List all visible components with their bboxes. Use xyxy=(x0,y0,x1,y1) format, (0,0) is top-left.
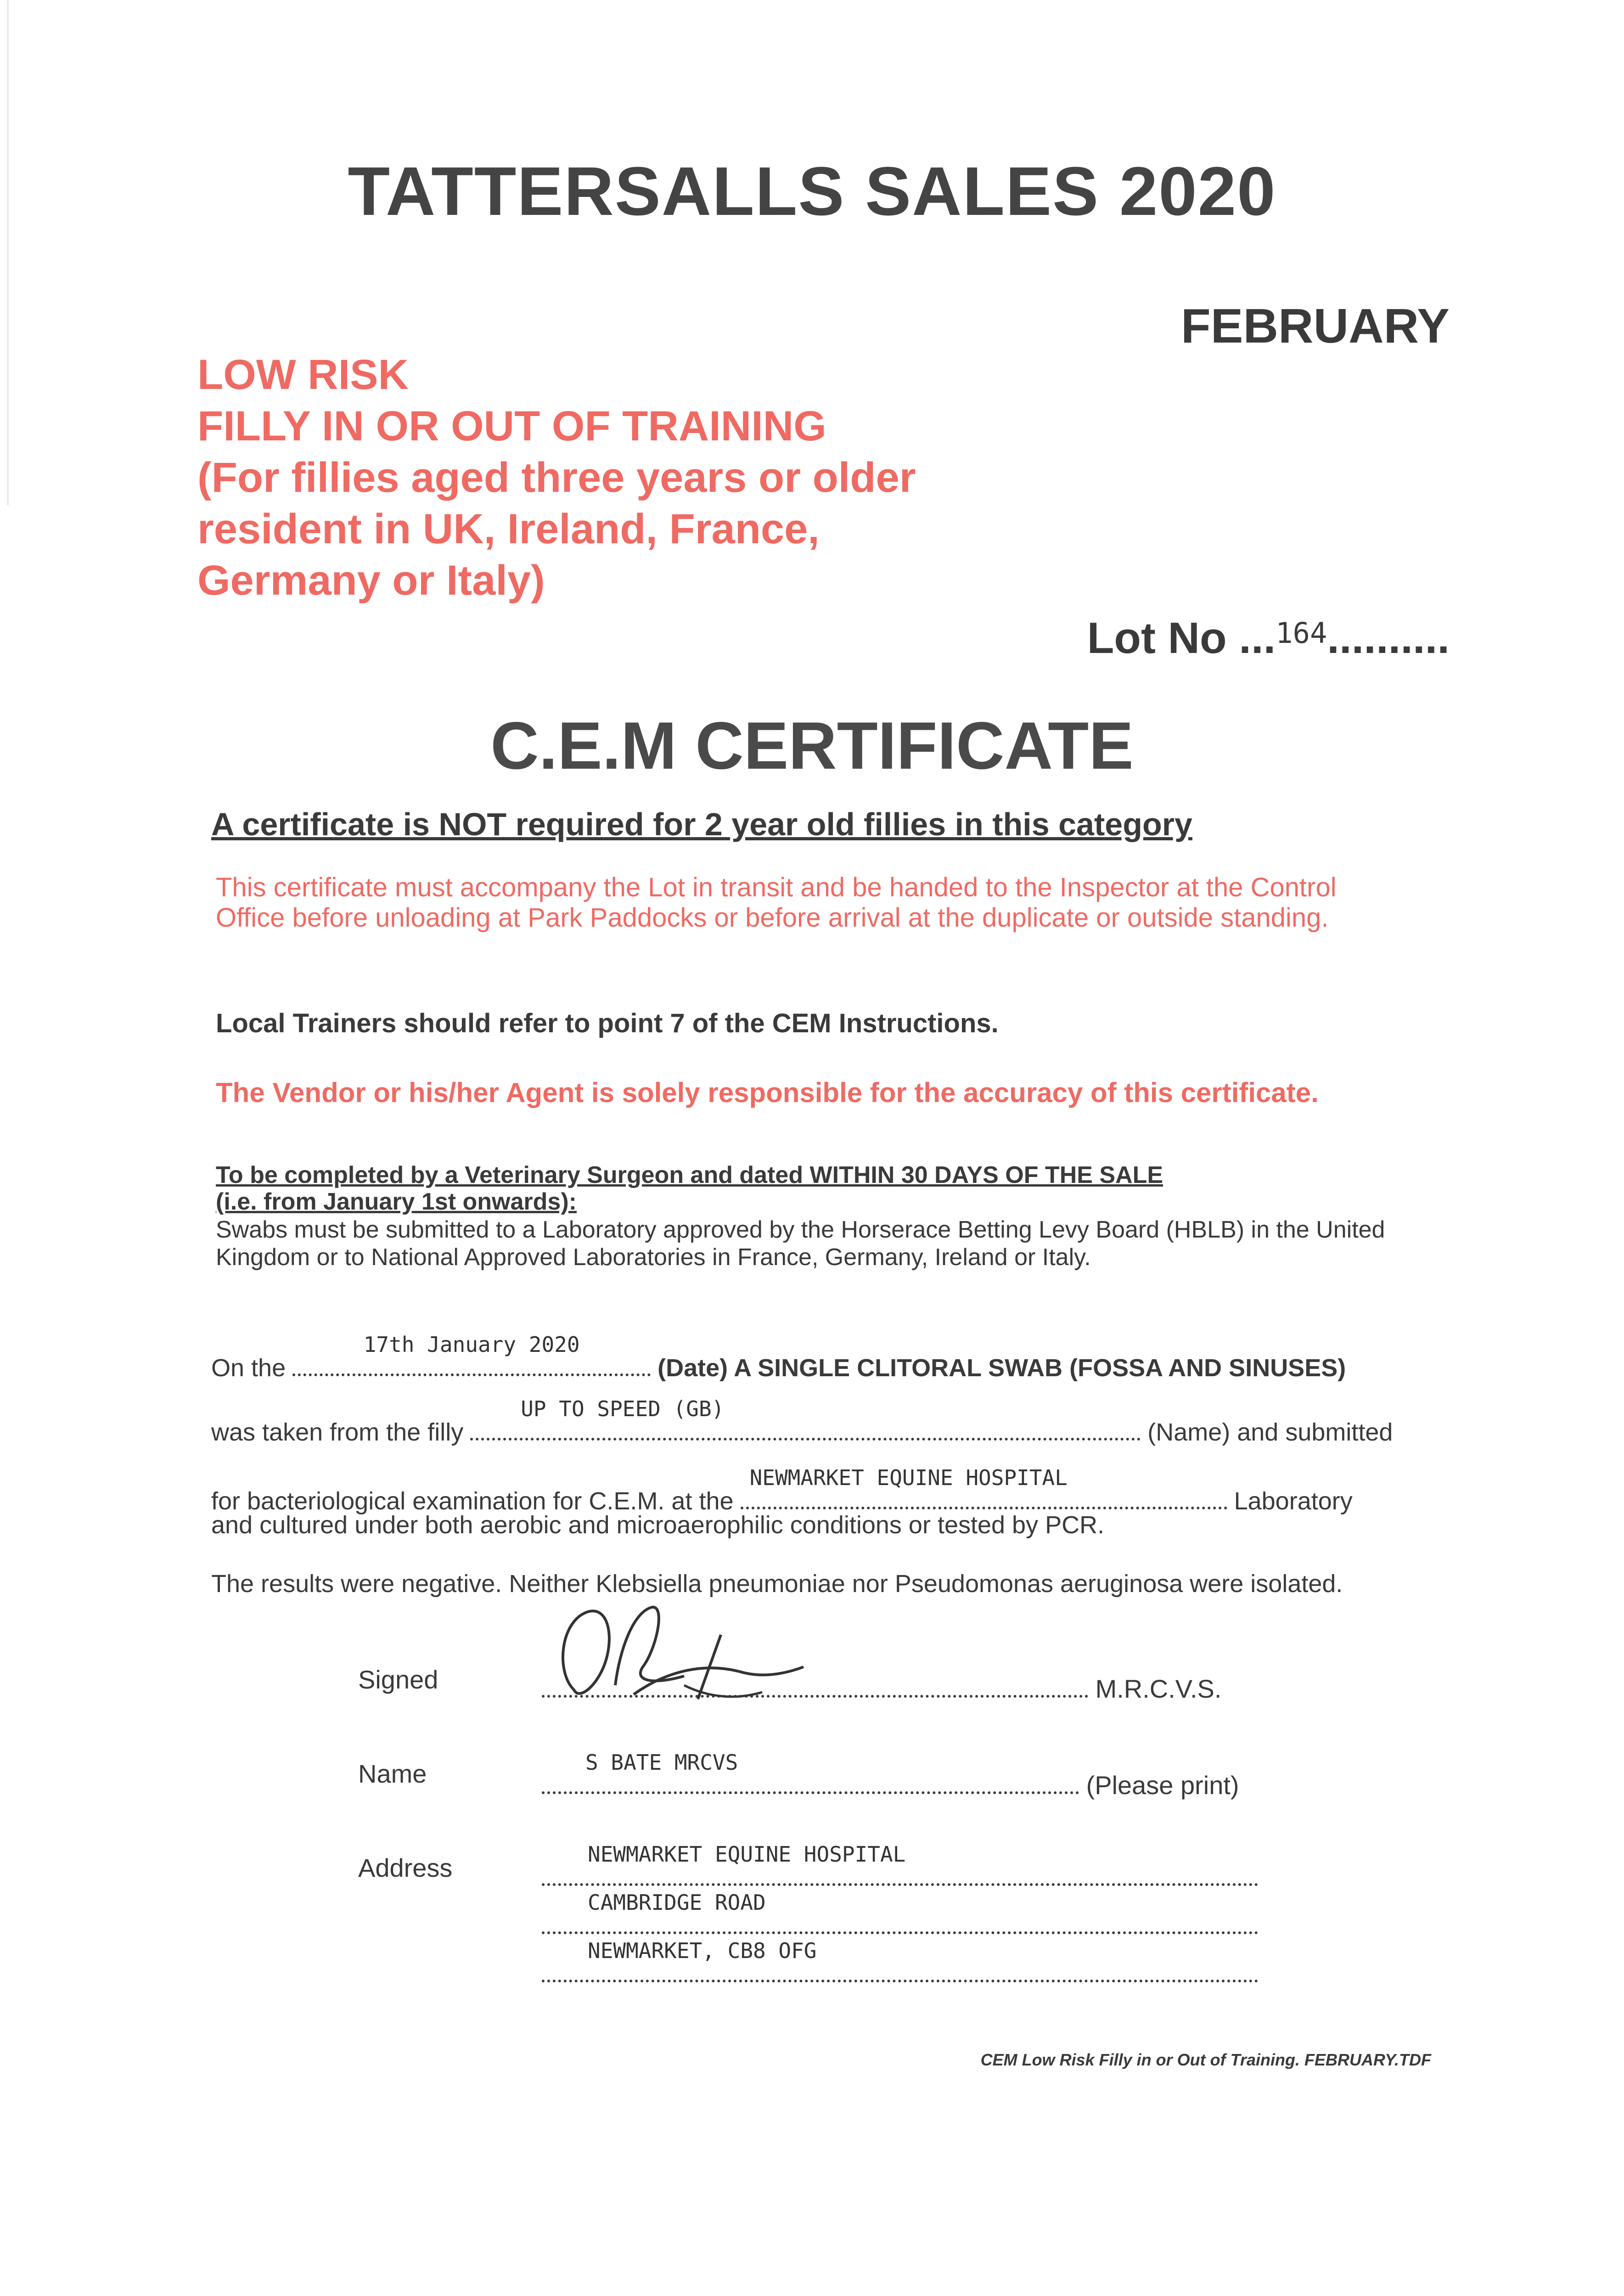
lot-label: Lot No xyxy=(1087,613,1227,663)
document-title: TATTERSALLS SALES 2020 xyxy=(348,152,1276,230)
scan-edge xyxy=(7,0,9,505)
transit-instructions: This certificate must accompany the Lot in transit and be handed to the Inspector at the Control Office before unloading at Park Paddocks or before arrival at the duplicate or outside standing. xyxy=(216,872,1337,933)
lab-suffix: Laboratory xyxy=(1234,1487,1353,1515)
lot-value: 164 xyxy=(1276,616,1327,650)
date-value: 17th January 2020 xyxy=(363,1332,580,1357)
laboratory-field[interactable] xyxy=(741,1465,1227,1509)
signed-label: Signed xyxy=(358,1665,438,1694)
vendor-responsibility: The Vendor or his/her Agent is solely responsible for the accuracy of this certificate. xyxy=(216,1077,1319,1108)
name-line xyxy=(542,1750,1239,1800)
filly-name-field[interactable] xyxy=(470,1396,1141,1441)
vet-heading-line: (i.e. from January 1st onwards): xyxy=(216,1188,577,1215)
date-field[interactable] xyxy=(292,1332,651,1376)
lab-label: for bacteriological examination for C.E.M. at the xyxy=(211,1487,734,1515)
category-block xyxy=(197,349,916,606)
handwritten-signature xyxy=(546,1593,831,1713)
address-field-1[interactable] xyxy=(542,1842,1258,1886)
address-field-3[interactable] xyxy=(542,1938,1258,1982)
address-value: NEWMARKET, CB8 OFG xyxy=(588,1938,817,1963)
printed-name-field[interactable] xyxy=(542,1750,1079,1794)
category-line: Germany or Italy) xyxy=(197,557,545,604)
filly-label: was taken from the filly xyxy=(211,1418,464,1446)
category-line: FILLY IN OR OUT OF TRAINING xyxy=(197,403,826,450)
swabs-instructions: Swabs must be submitted to a Laboratory approved by the Horserace Betting Levy Board (HBLB) in the United Kingdom or to National Approved Laboratories in France, Germany, Ireland or Italy. xyxy=(216,1216,1385,1271)
name-label: Name xyxy=(358,1759,427,1788)
sale-month: FEBRUARY xyxy=(1181,299,1450,353)
lab-line xyxy=(211,1465,1442,1515)
please-print-label: (Please print) xyxy=(1086,1771,1239,1800)
address-line-2 xyxy=(542,1890,1258,1940)
lot-number: Lot No ...$^{164}$.......... xyxy=(1087,613,1450,663)
address-value: CAMBRIDGE ROAD xyxy=(588,1890,766,1915)
address-label: Address xyxy=(358,1853,453,1882)
footer-filename: CEM Low Risk Filly in or Out of Training. FEBRUARY.TDF xyxy=(980,2050,1431,2069)
category-line: resident in UK, Ireland, France, xyxy=(197,506,820,552)
address-value: NEWMARKET EQUINE HOSPITAL xyxy=(588,1842,906,1867)
category-line: LOW RISK xyxy=(197,351,409,398)
vet-heading-line: To be completed by a Veterinary Surgeon and dated WITHIN 30 DAYS OF THE SALE xyxy=(216,1162,1163,1188)
certificate-title: C.E.M CERTIFICATE xyxy=(490,708,1134,783)
address-line-1 xyxy=(542,1842,1258,1892)
results-statement: The results were negative. Neither Klebsiella pneumoniae nor Pseudomonas aeruginosa were isolated. xyxy=(211,1570,1343,1598)
on-the-label: On the xyxy=(211,1354,286,1382)
category-line: (For fillies aged three years or older xyxy=(197,454,916,501)
lab-line-2: and cultured under both aerobic and microaerophilic conditions or tested by PCR. xyxy=(211,1511,1105,1539)
vet-heading xyxy=(216,1162,1163,1215)
filly-line xyxy=(211,1396,1442,1446)
printed-name-value: S BATE MRCVS xyxy=(585,1750,738,1775)
local-trainers-note: Local Trainers should refer to point 7 of the CEM Instructions. xyxy=(216,1008,999,1038)
mrcvs-label: M.R.C.V.S. xyxy=(1095,1674,1222,1703)
address-field-2[interactable] xyxy=(542,1890,1258,1934)
filly-suffix: (Name) and submitted xyxy=(1147,1418,1393,1446)
date-line xyxy=(211,1332,1442,1382)
date-suffix: (Date) A SINGLE CLITORAL SWAB (FOSSA AND SINUSES) xyxy=(657,1354,1346,1382)
filly-name-value: UP TO SPEED (GB) xyxy=(521,1396,725,1421)
certificate-notice: A certificate is NOT required for 2 year old fillies in this category xyxy=(211,806,1192,842)
address-line-3 xyxy=(542,1938,1258,1988)
laboratory-value: NEWMARKET EQUINE HOSPITAL xyxy=(749,1465,1068,1490)
